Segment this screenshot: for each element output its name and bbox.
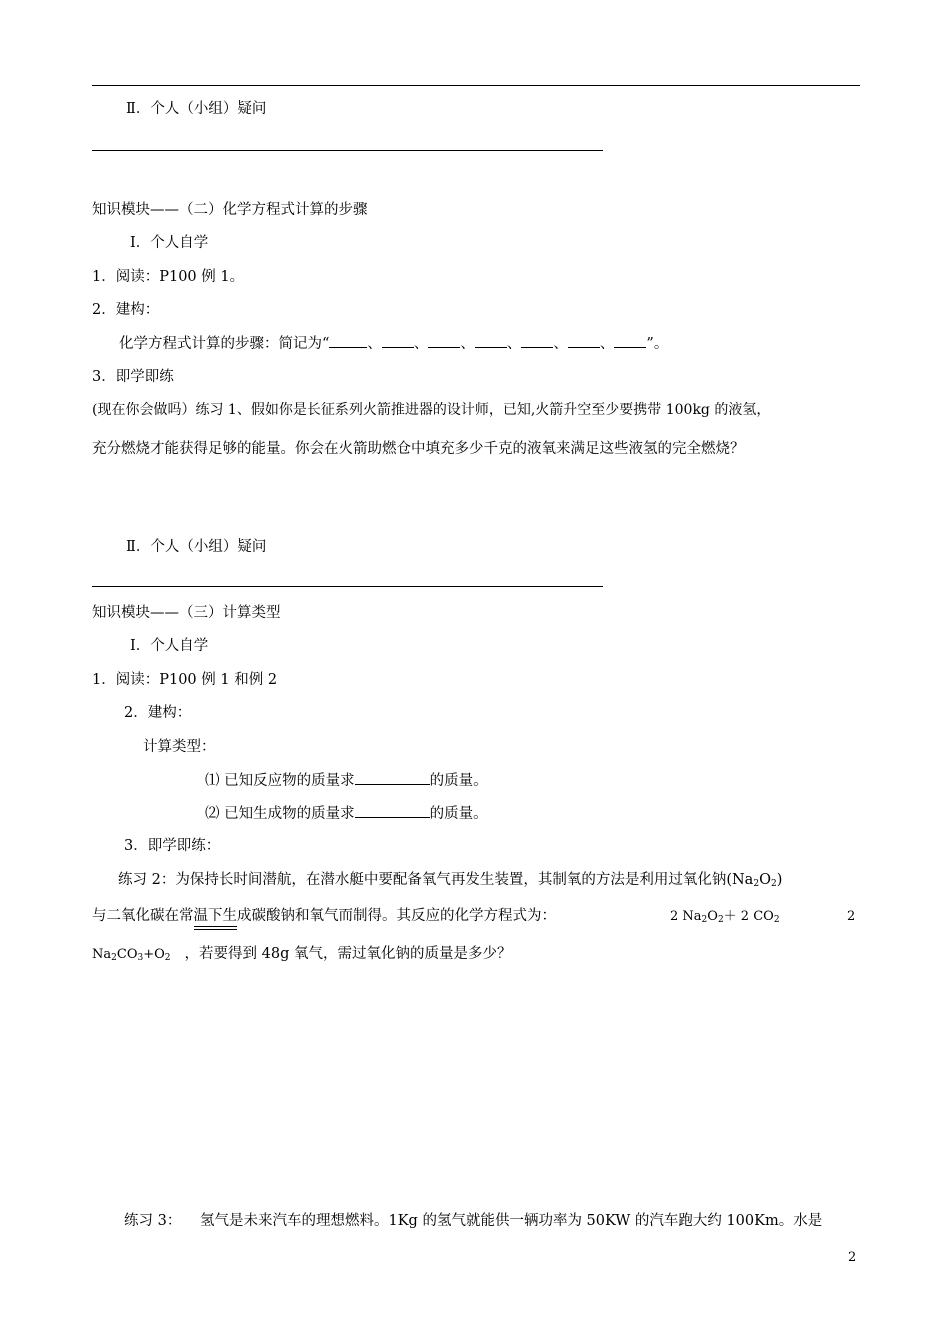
answer-rule [92, 150, 603, 151]
exercise-2-line-1: 练习 2：为保持长时间潜航，在潜水艇中要配备氧气再发生装置，其制氧的方法是利用过氧化钠$(Na_2O_2)$ [118, 872, 783, 889]
answer-rule [92, 586, 603, 587]
equation-reactants: 2 $Na_2O_2+ 2$ $CO_2$ [670, 909, 780, 925]
practice-heading: 3．即学即练： [124, 838, 221, 854]
reading-item: 1．阅读：P100 例 1 和例 2 [92, 672, 278, 688]
calc-type-1: ⑴ 已知反应物的质量求 的质量。 [205, 770, 488, 791]
module-title: 知识模块——（三）计算类型 [92, 605, 281, 621]
exercise-1-line-1: (现在你会做吗）练习 1、假如你是长征系列火箭推进器的设计师，已知,火箭升空至少要携带 100kg 的液氢， [92, 402, 771, 418]
type-blank[interactable] [355, 803, 430, 818]
step-blank[interactable] [521, 333, 553, 348]
exercise-3-label: 练习 3： [124, 1213, 182, 1229]
step-blank[interactable] [475, 333, 507, 348]
exercise-3-text: 氢气是未来汽车的理想燃料。1Kg 的氢气就能供一辆功率为 50KW 的汽车跑大约 100Km。水是 [200, 1213, 823, 1229]
step-blank[interactable] [568, 333, 600, 348]
module-title: 知识模块——（二）化学方程式计算的步骤 [92, 202, 368, 218]
self-study-heading: Ⅰ．个人自学 [130, 235, 209, 251]
practice-heading: 3．即学即练 [92, 369, 174, 385]
section-question-heading: Ⅱ．个人（小组）疑问 [126, 101, 267, 117]
step-blank[interactable] [614, 333, 646, 348]
reaction-condition: 温下生 [193, 908, 237, 924]
exercise-2-line-2: 与二氧化碳在常温下生成碳酸钠和氧气而制得。其反应的化学方程式为： [92, 908, 556, 924]
step-blank[interactable] [428, 333, 460, 348]
self-study-heading: Ⅰ．个人自学 [130, 638, 209, 654]
construct-item: 2．建构： [92, 302, 160, 318]
equation-coefficient: 2 [847, 909, 856, 924]
reading-item: 1．阅读：P100 例 1。 [92, 269, 245, 285]
calc-types-heading: 计算类型： [143, 739, 216, 755]
steps-fill-line: 化学方程式计算的步骤：简记为“ 、 、 、 、 、 、 ”。 [119, 333, 668, 354]
step-blank[interactable] [382, 333, 414, 348]
top-rule [92, 85, 860, 86]
construct-item: 2．建构： [124, 705, 192, 721]
section-question-heading: Ⅱ．个人（小组）疑问 [126, 539, 267, 555]
step-blank[interactable] [329, 333, 367, 348]
type-blank[interactable] [355, 770, 430, 785]
exercise-1-line-2: 充分燃烧才能获得足够的能量。你会在火箭助燃仓中填充多少千克的液氧来满足这些液氢的完全燃烧？ [92, 441, 745, 457]
page-number: 2 [848, 1250, 857, 1265]
exercise-2-line-3: $Na_2CO_3+O_2$ ，若要得到 48g 氧气，需过氧化钠的质量是多少？ [92, 946, 512, 963]
calc-type-2: ⑵ 已知生成物的质量求 的质量。 [205, 803, 488, 824]
